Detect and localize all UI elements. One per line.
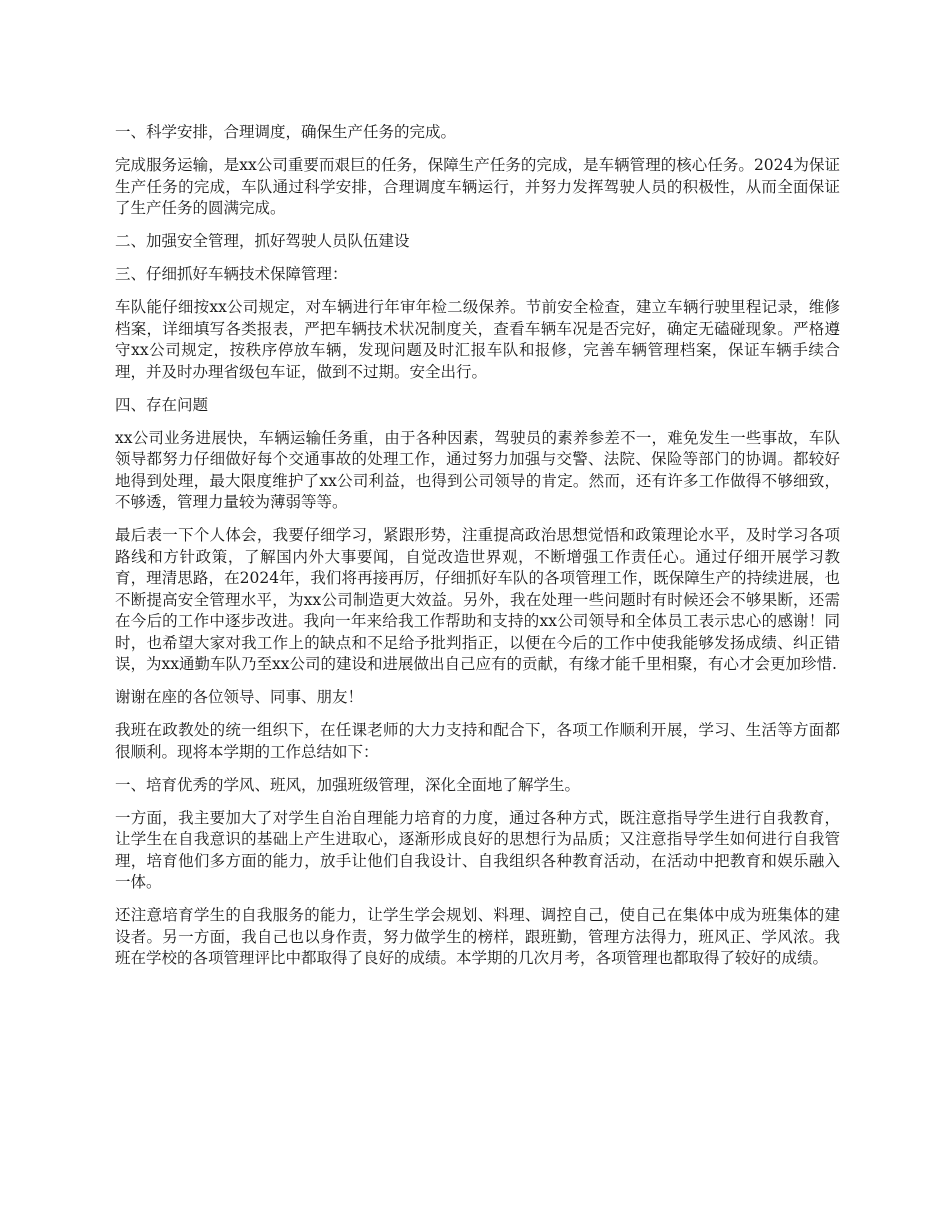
- paragraph-thanks: 谢谢在座的各位领导、同事、朋友！: [115, 688, 364, 706]
- paragraph-transport-service: 完成服务运输，是xx公司重要而艰巨的任务，保障生产任务的完成，是车辆管理的核心任务。2024为保证生产任务的完成，车队通过科学安排，合理调度车辆运行，并努力发挥驾驶人员的积极性，从而全面保证了生产任务的圆满完成。: [115, 156, 840, 217]
- paragraph-class-summary-intro: 我班在政教处的统一组织下，在任课老师的大力支持和配合下，各项工作顺利开展，学习、生活等方面都很顺利。现将本学期的工作总结如下：: [115, 721, 840, 761]
- paragraph-vehicle-maintenance: 车队能仔细按xx公司规定，对车辆进行年审年检二级保养。节前安全检查，建立车辆行驶里程记录，维修档案，详细填写各类报表，严把车辆技术状况制度关，查看车辆车况是否完好，确定无磕碰现象。严格遵守xx公司规定，按秩序停放车辆，发现问题及时汇报车队和报修，完善车辆管理档案，保证车辆手续合理，并及时办理省级包车证，做到不过期。安全出行。: [115, 298, 840, 381]
- document-body: [115, 122, 840, 981]
- heading-class-section-1: 一、培育优秀的学风、班风，加强班级管理，深化全面地了解学生。: [115, 775, 581, 794]
- heading-section-4: 四、存在问题: [115, 395, 209, 414]
- paragraph-self-management: 一方面，我主要加大了对学生自治自理能力培育的力度，通过各种方式，既注意指导学生进行自我教育，让学生在自我意识的基础上产生进取心，逐渐形成良好的思想行为品质；又注意指导学生如何进行自我管理，培育他们多方面的能力，放手让他们自我设计、自我组织各种教育活动，在活动中把教育和娱乐融入一体。: [115, 808, 840, 891]
- heading-section-1: 一、科学安排，合理调度，确保生产任务的完成。: [115, 123, 457, 141]
- heading-section-2: 二、加强安全管理，抓好驾驶人员队伍建设: [115, 232, 410, 250]
- paragraph-personal-reflection: 最后表一下个人体会，我要仔细学习，紧跟形势，注重提高政治思想觉悟和政策理论水平，及时学习各项路线和方针政策，了解国内外大事要闻，自觉改造世界观，不断增强工作责任心。通过仔细开展学习教育，理清思路，在2024年，我们将再接再厉，仔细抓好车队的各项管理工作，既保障生产的持续进展，也不断提高安全管理水平，为xx公司制造更大效益。另外，我在处理一些问题时有时候还会不够果断，还需在今后的工作中逐步改进。我向一年来给我工作帮助和支持的xx公司领导和全体员工表示忠心的感谢！同时，也希望大家对我工作上的缺点和不足给予批判指正，以便在今后的工作中使我能够发扬成绩、纠正错误，为xx通勤车队乃至xx公司的建设和进展做出自己应有的贡献，有缘才能千里相聚，有心才会更加珍惜.: [115, 526, 840, 673]
- paragraph-self-service: 还注意培育学生的自我服务的能力，让学生学会规划、料理、调控自己，使自己在集体中成为班集体的建设者。另一方面，我自己也以身作责，努力做学生的榜样，跟班勤，管理方法得力，班风正、学风浓。我班在学校的各项管理评比中都取得了良好的成绩。本学期的几次月考，各项管理也都取得了较好的成绩。: [115, 906, 840, 967]
- heading-section-3: 三、仔细抓好车辆技术保障管理：: [115, 265, 348, 283]
- paragraph-existing-problems: xx公司业务进展快，车辆运输任务重，由于各种因素，驾驶员的素养参差不一，难免发生一些事故，车队领导都努力仔细做好每个交通事故的处理工作，通过努力加强与交警、法院、保险等部门的协调。都较好地得到处理，最大限度维护了xx公司利益，也得到公司领导的肯定。然而，还有许多工作做得不够细致，不够透，管理力量较为薄弱等等。: [115, 428, 840, 511]
